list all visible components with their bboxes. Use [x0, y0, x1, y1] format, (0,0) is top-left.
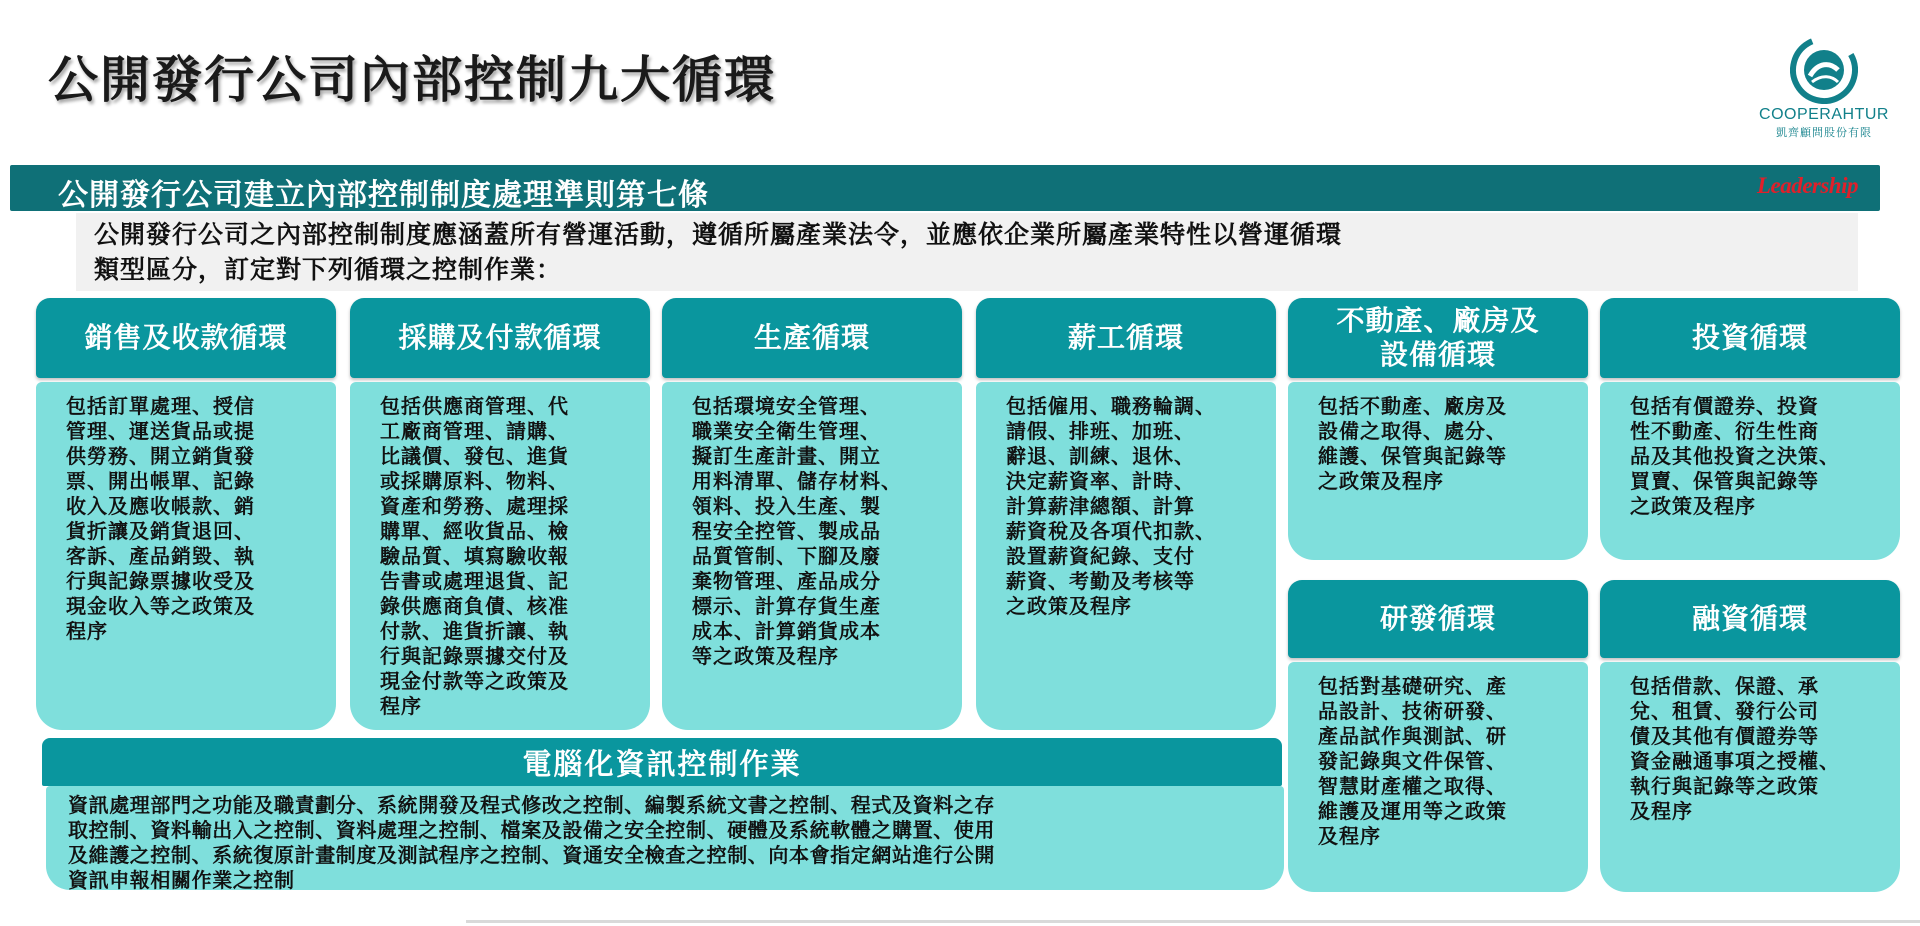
card-body: [36, 382, 336, 730]
card-line: 用料清單、儲存材料、: [692, 469, 902, 493]
card-line: 資金融通事項之授權、: [1630, 749, 1840, 773]
card-line: 兌、租賃、發行公司: [1630, 699, 1819, 723]
card-line: 發記錄與文件保管、: [1318, 749, 1507, 773]
card-line: 購單、經收貨品、檢: [380, 519, 569, 543]
card-title: 生產循環: [662, 298, 962, 378]
card-line: 等之政策及程序: [692, 644, 839, 668]
banner-title: 公開發行公司建立內部控制制度處理準則第七條: [58, 178, 709, 213]
computer-control-body: [46, 786, 1284, 890]
card-line: 資產和勞務、處理採: [380, 494, 569, 518]
card-line: 辭退、訓練、退休、: [1006, 444, 1195, 468]
card-line: 錄供應商負債、核准: [380, 594, 569, 618]
card-line: 成本、計算銷貨成本: [692, 619, 881, 643]
card-line: 現金付款等之政策及: [380, 669, 569, 693]
logo-name: COOPERAHTUR: [1759, 106, 1889, 123]
card-line: 現金收入等之政策及: [66, 594, 255, 618]
card-title: 融資循環: [1600, 580, 1900, 658]
card-line: 工廠商管理、請購、: [380, 419, 569, 443]
card-line: 標示、計算存貨生產: [692, 594, 881, 618]
card-purchase-cycle: [350, 298, 650, 730]
card-line: 領料、投入生產、製: [692, 494, 881, 518]
card-financing-cycle: [1600, 580, 1900, 892]
card-line: 包括不動產、廠房及: [1318, 394, 1507, 418]
card-line: 包括借款、保證、承: [1630, 674, 1819, 698]
computer-control-line: 取控制、資料輸出入之控制、資料處理之控制、檔案及設備之安全控制、硬體及系統軟體之購置、使用: [68, 818, 995, 842]
card-body: [1600, 662, 1900, 892]
company-logo: [1752, 36, 1896, 140]
card-title: [1288, 298, 1588, 378]
card-line: 或採購原料、物料、: [380, 469, 569, 493]
company-logo-icon: [1790, 36, 1858, 104]
card-title: 研發循環: [1288, 580, 1588, 658]
card-rnd-cycle: [1288, 580, 1588, 892]
card-line: 計算薪津總額、計算: [1006, 494, 1195, 518]
card-line: 品及其他投資之決策、: [1630, 444, 1840, 468]
card-production-cycle: [662, 298, 962, 730]
card-line: 行與記錄票據交付及: [380, 644, 569, 668]
intro-line: 公開發行公司之內部控制制度應涵蓋所有營運活動，遵循所屬產業法令，並應依企業所屬產業特性以營運循環: [94, 220, 1343, 249]
card-line: 包括環境安全管理、: [692, 394, 881, 418]
card-body: [976, 382, 1276, 730]
card-line: 供勞務、開立銷貨發: [66, 444, 255, 468]
computer-control-title: 電腦化資訊控制作業: [42, 738, 1282, 786]
card-line: 包括有價證券、投資: [1630, 394, 1819, 418]
card-line: 之政策及程序: [1006, 594, 1132, 618]
card-line: 比議價、發包、進貨: [380, 444, 569, 468]
card-line: 智慧財產權之取得、: [1318, 774, 1507, 798]
card-line: 債及其他有價證券等: [1630, 724, 1819, 748]
card-line: 包括訂單處理、授信: [66, 394, 255, 418]
card-title-line: 設備循環: [1379, 338, 1496, 371]
card-line: 薪資稅及各項代扣款、: [1006, 519, 1216, 543]
card-line: 維護、保管與記錄等: [1318, 444, 1507, 468]
card-payroll-cycle: [976, 298, 1276, 730]
card-line: 維護及運用等之政策: [1318, 799, 1507, 823]
computer-control-line: 及維護之控制、系統復原計畫制度及測試程序之控制、資通安全檢查之控制、向本會指定網站進行公開: [68, 843, 995, 867]
card-line: 擬訂生產計畫、開立: [692, 444, 881, 468]
card-line: 設置薪資紀錄、支付: [1006, 544, 1195, 568]
card-title: 採購及付款循環: [350, 298, 650, 378]
card-line: 包括對基礎研究、產: [1318, 674, 1507, 698]
card-line: 票、開出帳單、記錄: [66, 469, 255, 493]
card-line: 管理、運送貨品或提: [66, 419, 255, 443]
card-line: 收入及應收帳款、銷: [66, 494, 255, 518]
card-line: 及程序: [1630, 799, 1693, 823]
card-line: 程序: [66, 619, 108, 643]
card-line: 薪資、考勤及考核等: [1006, 569, 1195, 593]
computer-control-line: 資訊申報相關作業之控制: [68, 868, 295, 892]
card-line: 之政策及程序: [1318, 469, 1444, 493]
card-body: [350, 382, 650, 730]
card-line: 客訴、產品銷毀、執: [66, 544, 255, 568]
leadership-tag: Leadership: [1756, 173, 1858, 198]
card-body: [1288, 662, 1588, 892]
card-body: [662, 382, 962, 730]
card-sales-cycle: [36, 298, 336, 730]
card-line: 包括僱用、職務輪調、: [1006, 394, 1216, 418]
card-line: 行與記錄票據收受及: [66, 569, 255, 593]
card-line: 性不動產、衍生性商: [1630, 419, 1819, 443]
card-line: 程序: [380, 694, 422, 718]
card-line: 驗品質、填寫驗收報: [380, 544, 569, 568]
card-title: 投資循環: [1600, 298, 1900, 378]
card-line: 品質管制、下腳及廢: [692, 544, 881, 568]
card-line: 程安全控管、製成品: [692, 519, 881, 543]
card-line: 決定薪資率、計時、: [1006, 469, 1195, 493]
card-body: [1288, 382, 1588, 560]
intro-paragraph: [76, 213, 1858, 291]
computer-control-line: 資訊處理部門之功能及職責劃分、系統開發及程式修改之控制、編製系統文書之控制、程式及資料之存: [68, 793, 995, 817]
card-line: 品設計、技術研發、: [1318, 699, 1507, 723]
card-line: 貨折讓及銷貨退回、: [66, 519, 255, 543]
card-property-cycle: [1288, 298, 1588, 560]
card-line: 執行與記錄等之政策: [1630, 774, 1819, 798]
intro-line: 類型區分，訂定對下列循環之控制作業：: [94, 255, 563, 284]
card-title-line: 不動產、廠房及: [1336, 304, 1540, 337]
card-line: 之政策及程序: [1630, 494, 1756, 518]
card-line: 付款、進貨折讓、執: [380, 619, 569, 643]
regulation-banner: [10, 165, 1880, 211]
card-line: 請假、排班、加班、: [1006, 419, 1195, 443]
logo-subtitle: 凱齊顧問股份有限: [1776, 126, 1872, 139]
card-title: 薪工循環: [976, 298, 1276, 378]
card-line: 及程序: [1318, 824, 1381, 848]
card-line: 產品試作與測試、研: [1318, 724, 1507, 748]
card-line: 棄物管理、產品成分: [692, 569, 881, 593]
card-line: 告書或處理退貨、記: [380, 569, 569, 593]
page-title: 公開發行公司內部控制九大循環: [48, 51, 776, 109]
card-line: 包括供應商管理、代: [380, 394, 569, 418]
card-title: 銷售及收款循環: [36, 298, 336, 378]
bottom-divider: [466, 920, 1920, 923]
card-line: 買賣、保管與記錄等: [1630, 469, 1819, 493]
card-investment-cycle: [1600, 298, 1900, 560]
card-line: 設備之取得、處分、: [1318, 419, 1507, 443]
card-body: [1600, 382, 1900, 560]
card-line: 職業安全衛生管理、: [692, 419, 881, 443]
